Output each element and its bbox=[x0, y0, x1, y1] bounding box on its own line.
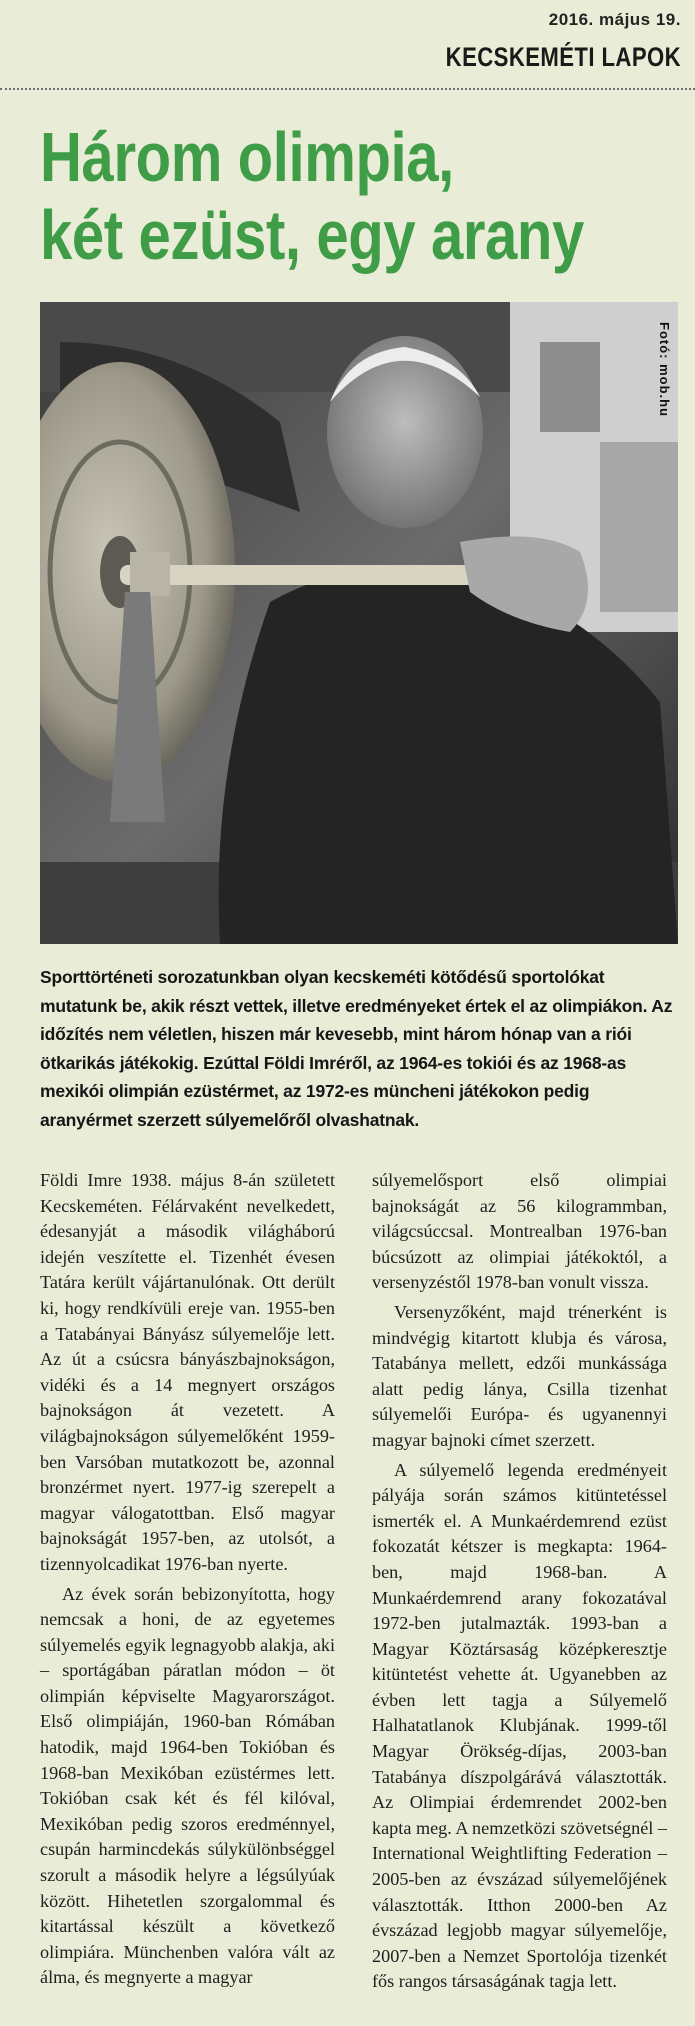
body-paragraph: Versenyzőként, majd trénerként is mindvégig kitartott klubja és városa, Tatabánya mellett, edzői munkássága alatt pedig lánya, Csilla tizenhat súlyemelői Európa- és ugyanennyi magyar bajnoki címet szerzett. bbox=[372, 1301, 667, 1450]
newspaper-name: KECSKEMÉTI LAPOK bbox=[445, 42, 681, 72]
body-column-left bbox=[40, 1168, 335, 1991]
lead-paragraph: Sporttörténeti sorozatunkban olyan kecskeméti kötődésű sportolókat mutatunk be, akik részt vettek, illetve eredményeket értek el az olimpiákon. Az időzítés nem véletlen, hiszen már kevesebb, mint három hónap van a riói ötkarikás játékokig. Ezúttal Földi Imréről, az 1964-es tokiói és az 1968-as mexikói olimpián ezüstérmet, az 1972-es müncheni játékokon pedig aranyérmet szerzett súlyemelőről olvashatnak. bbox=[40, 967, 673, 1130]
article-headline bbox=[40, 118, 584, 274]
body-paragraph: Földi Imre 1938. május 8-án született Kecskeméten. Félárvaként nevelkedett, édesanyját a második világháború idején veszítette el. Tizenhét évesen Tatára került vájártanulónak. Ott derült ki, hogy rendkívüli ereje van. 1955-ben a Tatabányai Bányász súlyemelője lett. Az út a csúcsra bányászbajnokságon, vidéki és a 14 megnyert országos bajnokságon át vezetett. A világbajnokságon súlyemelőként 1959-ben Varsóban mutatkozott be, azonnal bronzérmet nyert. 1977-ig szerepelt a magyar válogatottban. Első magyar bajnokságát 1957-ben, az utolsót, a tizennyolcadikat 1976-ban nyerte. bbox=[40, 1170, 335, 1574]
photo-credit: Fotó: mob.hu bbox=[657, 322, 672, 418]
issue-date: 2016. május 19. bbox=[548, 10, 681, 29]
body-paragraph: Az évek során bebizonyította, hogy nemcsak a honi, de az egyetemes súlyemelés egyik legnagyobb alakja, aki – sportágában páratlan módon – öt olimpián képviselte Magyarországot. Első olimpiáján, 1960-ban Rómában hatodik, majd 1964-ben Tokióban és 1968-ban Mexikóban ezüstérmes lett. Tokióban csak két és fél kilóval, Mexikóban pedig szoros eredménnyel, csupán harmincdekás súlykülönbséggel szorult a második helyre a légsúlyúak között. Hihetetlen szorgalommal és kitartással készült a következő olimpiára. Münchenben valóra vált az álma, és megnyerte a magyar bbox=[40, 1583, 335, 1988]
portrait-photo bbox=[40, 302, 678, 944]
body-paragraph: A súlyemelő legenda eredményeit pályája során számos kitüntetéssel ismerték el. A Munkaérdemrend ezüst fokozatát kétszer is megkapta: 1964-ben, majd 1968-ban. A Munkaérdemrend arany fokozatával 1972-ben jutalmazták. 1993-ban a Magyar Köztársaság középkeresztje kitüntetést vehette át. Ugyanebben az évben lett tagja a Súlyemelő Halhatatlanok Klubjának. 1999-től Magyar Örökség-díjas, 2003-ban Tatabánya díszpolgárává választották. Az Olimpiai érdemrendet 2002-ben kapta meg. A nemzetközi szövetségnél – International Weightlifting Federation – 2005-ben az évszázad súlyemelőjének választották. Itthon 2000-ben Az évszázad legjobb magyar súlyemelője, 2007-ben a Nemzet Sportolója tizenkét fős rangos társaságának tagja lett. bbox=[372, 1459, 667, 1992]
body-paragraph: súlyemelősport első olimpiai bajnokságát az 56 kilogrammban, világcsúccsal. Montrealban 1976-ban búcsúzott az olimpiai játékoktól, a versenyzéstől 1978-ban vonult vissza. bbox=[372, 1170, 667, 1293]
headline-line-2: két ezüst, egy arany bbox=[40, 196, 584, 274]
headline-line-1: Három olimpia, bbox=[40, 118, 454, 196]
body-column-right bbox=[372, 1168, 667, 1995]
masthead bbox=[0, 0, 695, 90]
photo-illustration bbox=[40, 302, 678, 944]
